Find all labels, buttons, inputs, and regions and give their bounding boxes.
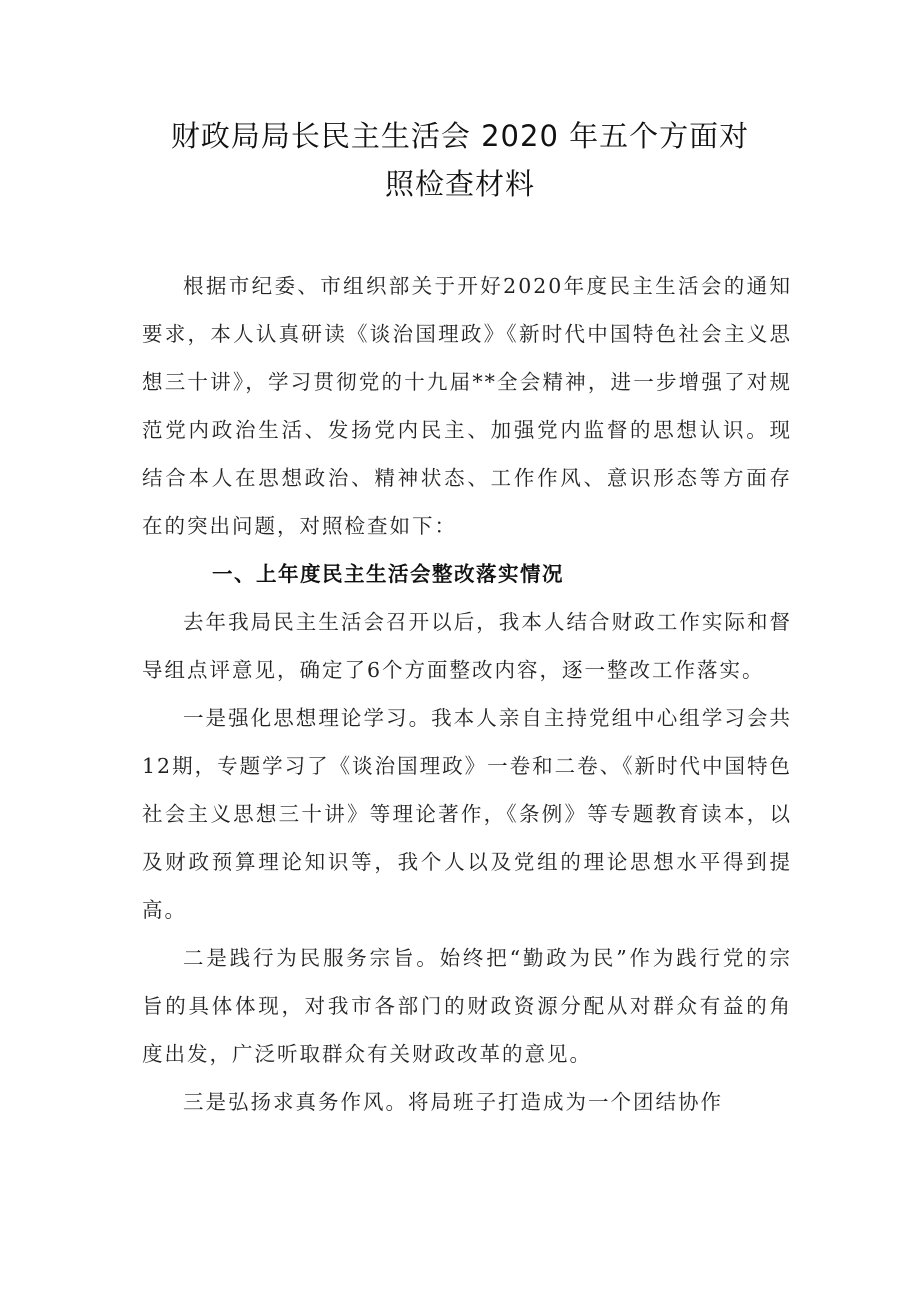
body-paragraph: 去年我局民主生活会召开以后，我本人结合财政工作实际和督导组点评意见，确定了6个方面整改内容，逐一整改工作落实。 <box>142 610 792 682</box>
intro-paragraph: 根据市纪委、市组织部关于开好2020年度民主生活会的通知要求，本人认真研读《谈治国理政》《新时代中国特色社会主义思想三十讲》，学习贯彻党的十九届**全会精神，进一步增强了对规范党内政治生活、发扬党内民主、加强党内监督的思想认识。现结合本人在思想政治、精神状态、工作作风、意识形态等方面存在的突出问题，对照检查如下： <box>142 274 792 538</box>
document-body <box>142 262 792 1126</box>
body-paragraph: 三是弘扬求真务作风。将局班子打造成为一个团结协作 <box>183 1090 723 1114</box>
title-line-2: 照检查材料 <box>384 167 535 201</box>
section-heading: 一、上年度民主生活会整改落实情况 <box>212 562 564 586</box>
title-line-1: 财政局局长民主生活会 2020 年五个方面对 <box>170 119 750 153</box>
document-title <box>130 112 790 208</box>
body-paragraph: 二是践行为民服务宗旨。始终把“勤政为民”作为践行党的宗旨的具体体现，对我市各部门的财政资源分配从对群众有益的角度出发，广泛听取群众有关财政改革的意见。 <box>142 946 792 1066</box>
body-paragraph: 一是强化思想理论学习。我本人亲自主持党组中心组学习会共12期，专题学习了《谈治国理政》一卷和二卷、《新时代中国特色社会主义思想三十讲》等理论著作，《条例》等专题教育读本，以及财政预算理论知识等，我个人以及党组的理论思想水平得到提高。 <box>142 706 792 922</box>
